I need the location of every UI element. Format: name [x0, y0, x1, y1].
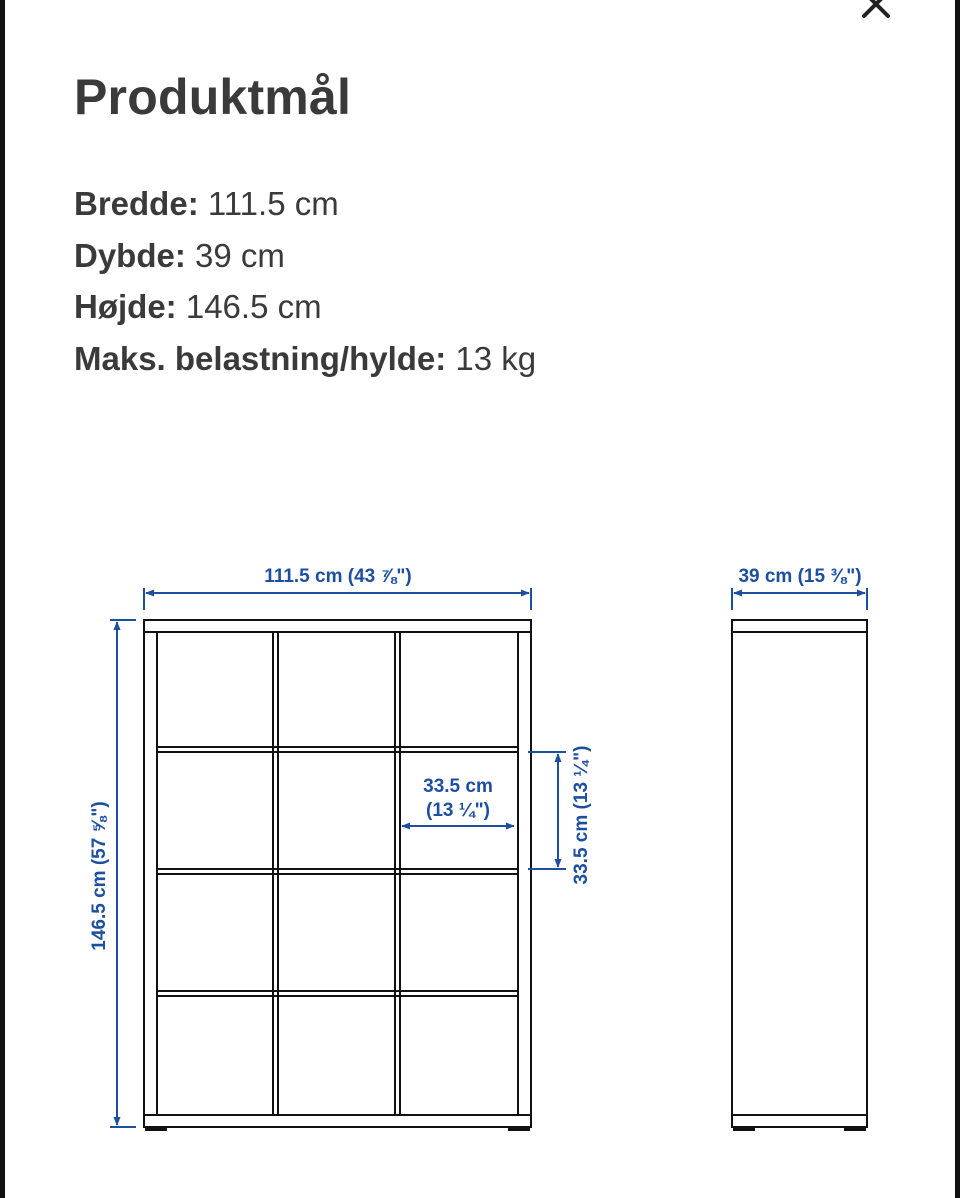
- compartment-width-label: 33.5 cm: [423, 776, 493, 797]
- spec-label: Maks. belastning/hylde:: [74, 339, 447, 377]
- depth-dimension-line: [732, 588, 867, 610]
- height-dimension-line: [110, 620, 136, 1127]
- spec-label: Bredde:: [74, 185, 199, 222]
- spec-label: Højde:: [74, 288, 177, 325]
- compartment-height-line: [528, 752, 566, 869]
- page-title: Produktmål: [74, 69, 352, 125]
- width-label: 111.5 cm (43 ⅞"): [264, 566, 412, 587]
- compartment-height-label: 33.5 cm (13 ¼"): [571, 745, 592, 885]
- depth-label: 39 cm (15 ⅜"): [738, 566, 862, 587]
- width-dimension-line: [144, 588, 531, 610]
- height-label: 146.5 cm (57 ⅝"): [89, 801, 110, 951]
- spec-value: 39 cm: [195, 236, 285, 274]
- side-view-shelf: [732, 620, 867, 1130]
- spec-value: 13 kg: [455, 339, 537, 377]
- spec-value: 111.5 cm: [207, 185, 339, 222]
- spec-value: 146.5 cm: [185, 288, 322, 325]
- front-view-shelf: [144, 620, 531, 1130]
- spec-label: Dybde:: [74, 236, 186, 274]
- compartment-width-inch-label: (13 ¼"): [426, 800, 490, 821]
